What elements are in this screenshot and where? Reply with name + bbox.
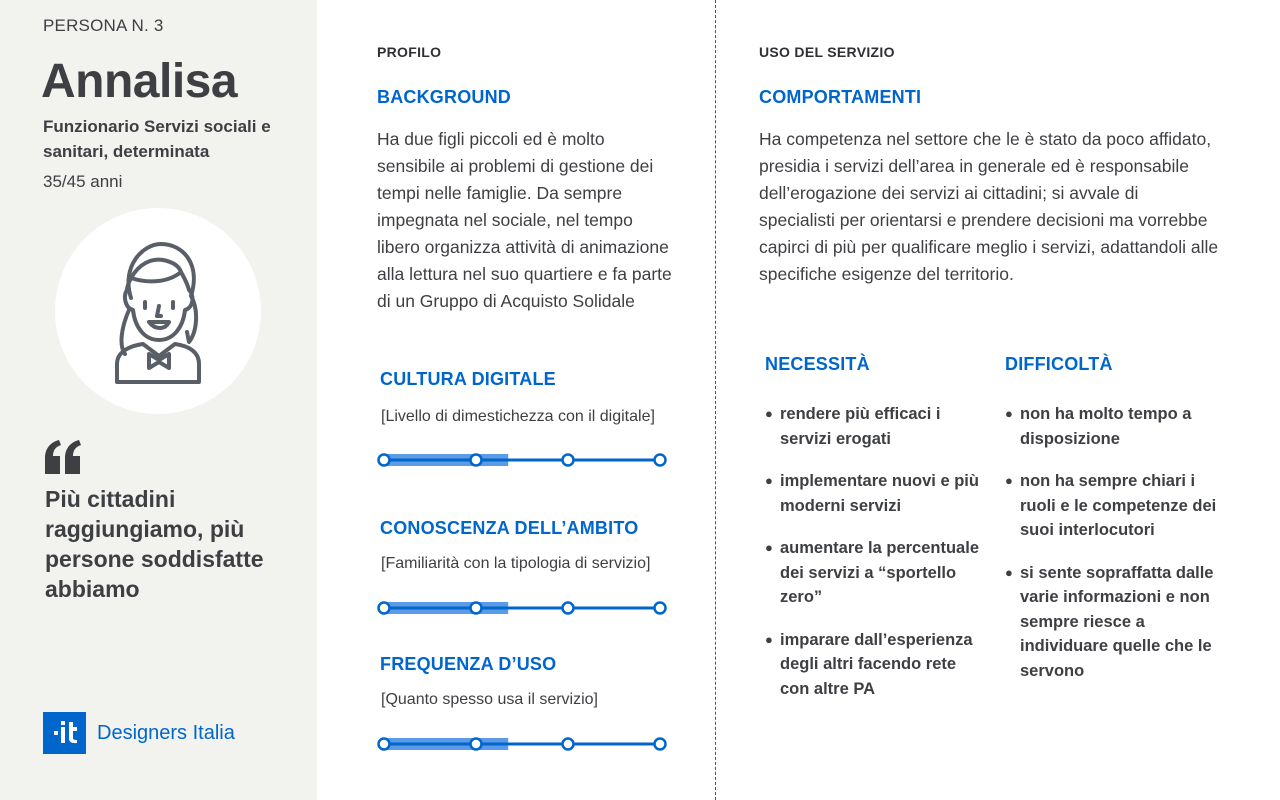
scale-step-marker [563, 455, 574, 466]
scale-step-marker [471, 455, 482, 466]
persona-role: Funzionario Servizi sociali e sanitari, determinata [43, 117, 271, 161]
background-title: BACKGROUND [377, 87, 511, 107]
difficulties-list [1006, 402, 1221, 701]
persona-name: Annalisa [41, 55, 238, 108]
list-item: ● non ha molto tempo a disposizione [1006, 402, 1221, 451]
brand[interactable] [43, 712, 235, 754]
scale-label-digital: [Livello di dimestichezza con il digitale] [381, 408, 655, 425]
scale-label-frequency: [Quanto spesso usa il servizio] [381, 691, 598, 708]
scale-title-domain: CONOSCENZA DELL’AMBITO [380, 518, 639, 538]
designers-italia-logo [43, 712, 86, 754]
persona-avatar-icon [103, 236, 213, 386]
list-item: ● non ha sempre chiari i ruoli e le competenze dei suoi interlocutori [1006, 469, 1221, 543]
profile-kicker: PROFILO [377, 44, 442, 60]
persona-panel [0, 0, 317, 800]
list-item: ● si sente sopraffatta dalle varie informazioni e non sempre riesce a individuare quelle che le servono [1006, 561, 1221, 684]
difficulties-title: DIFFICOLTÀ [1005, 354, 1113, 374]
scale-label-domain: [Familiarità con la tipologia di servizio] [381, 555, 651, 572]
scale-step-marker [655, 739, 666, 750]
scale-step-marker [655, 455, 666, 466]
needs-title: NECESSITÀ [765, 354, 870, 374]
behaviors-text: Ha competenza nel settore che le è stato da poco affidato, presidia i servizi dell’area in generale ed è responsabile dell’erogazione dei servizi ai cittadini; si avvale di specialisti per orientarsi e prendere decisioni ma vorrebbe capirci di più per qualificare meglio i servizi, adattandoli alle specifiche esigenze del territorio. [759, 129, 1219, 284]
list-item: ● imparare dall’esperienza degli altri facendo rete con altre PA [766, 628, 981, 702]
scale-digital [377, 448, 669, 472]
scale-step-marker [379, 455, 390, 466]
behaviors-title: COMPORTAMENTI [759, 87, 922, 107]
quote-icon [43, 440, 83, 474]
scale-step-marker [655, 603, 666, 614]
scale-step-marker [563, 739, 574, 750]
background-text: Ha due figli piccoli ed è molto sensibile ai problemi di gestione dei tempi nelle famiglie. Da sempre impegnata nel sociale, nel tempo libero organizza attività di animazione alla lettura nel suo quartiere e fa parte di un Gruppo di Acquisto Solidale [377, 129, 672, 311]
scale-step-marker [379, 739, 390, 750]
scale-domain [377, 596, 669, 620]
scale-title-digital: CULTURA DIGITALE [380, 369, 556, 389]
persona-age: 35/45 anni [43, 172, 123, 191]
avatar [55, 208, 261, 414]
scale-frequency [377, 732, 669, 756]
scale-step-marker [471, 739, 482, 750]
list-item: ● implementare nuovi e più moderni servizi [766, 469, 981, 518]
brand-name: Designers Italia [97, 721, 235, 744]
scale-step-marker [471, 603, 482, 614]
needs-list [766, 402, 981, 719]
scale-step-marker [379, 603, 390, 614]
persona-number: PERSONA N. 3 [43, 16, 164, 35]
service-kicker: USO DEL SERVIZIO [759, 44, 895, 60]
list-item: ● aumentare la percentuale dei servizi a “sportello zero” [766, 536, 981, 610]
scale-title-frequency: FREQUENZA D’USO [380, 654, 557, 674]
persona-quote: Più cittadini raggiungiamo, più persone soddisfatte abbiamo [45, 486, 264, 602]
column-divider [715, 0, 716, 800]
scale-step-marker [563, 603, 574, 614]
list-item: ● rendere più efficaci i servizi erogati [766, 402, 981, 451]
